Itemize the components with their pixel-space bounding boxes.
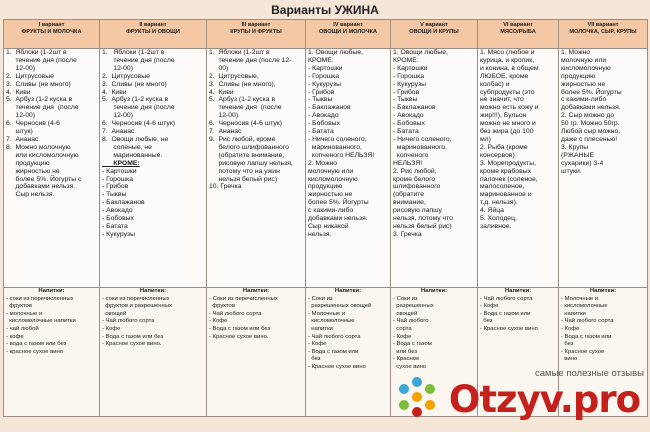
drink-line: - Красное сухое вино [308, 363, 366, 370]
drinks-heading: Напитки: [242, 288, 270, 294]
variant-number: III вариант [241, 22, 271, 28]
food-line: жирностью не [6, 167, 60, 175]
drink-line: напитки [308, 325, 333, 332]
variant-foods-7 [559, 49, 648, 288]
food-line: ЛЮБОЕ, кроме [480, 72, 529, 80]
drink-line: - Чай любого сорта [561, 318, 614, 325]
drink-line: или без [393, 348, 418, 355]
food-line: 6. Черносив (4-6 штук) [209, 120, 283, 128]
food-line: - Грибов [308, 88, 335, 96]
food-line: 7. Ананас [6, 135, 39, 143]
food-line: 9. Рис любой, кроме [209, 135, 276, 143]
food-line: жирностью не [308, 191, 353, 199]
food-line: Сыр никакой [308, 222, 349, 230]
food-line: белого шлифованного [209, 143, 289, 151]
food-line: - Бобовых [393, 120, 425, 128]
food-line: - Ничего соленого, [308, 135, 367, 143]
food-line: с какими-либо [561, 96, 607, 104]
food-line: (обратите [393, 191, 425, 199]
watermark [364, 368, 644, 430]
variant-number: V вариант [420, 22, 448, 28]
food-line: 4. Киви [209, 88, 234, 96]
food-line: 1. Мясо (любое и [480, 49, 535, 56]
drink-line: - Вода с газом или [308, 348, 359, 355]
drink-line: - Чай любого [393, 318, 429, 325]
column-header-5 [391, 20, 478, 49]
food-line: 12-00) [209, 112, 239, 120]
variant-title: ОВОЩИ И КРУПЫ [409, 28, 459, 35]
food-line: КРОМЕ: [102, 159, 140, 167]
food-line: без жира (до 100 [480, 128, 534, 136]
food-line: нельзя белый рис) [209, 175, 278, 183]
column-header-1 [4, 20, 100, 49]
column-header-2 [100, 20, 207, 49]
variant-foods-4 [306, 49, 391, 288]
drink-line: - молочные и [6, 310, 43, 317]
food-line: даже с плесенью! [561, 135, 618, 143]
drink-line: фруктов и разрешенных [102, 303, 172, 310]
food-line: - Тыквы [102, 191, 127, 199]
food-line: жирностью не [561, 80, 606, 88]
drink-line: - красное сухое вино [6, 348, 64, 355]
food-line: нельзя, потому что [393, 215, 453, 223]
drink-line: кисломолочные напитки [6, 318, 76, 325]
drinks-heading: Напитки: [38, 288, 65, 294]
food-line: соленые, не [102, 143, 152, 151]
drink-line: - Соки из [393, 295, 418, 302]
food-line: 2. Цитрусовые [102, 72, 150, 80]
drink-line: - Красное сухое вино. [209, 333, 269, 340]
food-line: нельзя белый рис) [393, 222, 452, 230]
drinks-heading: Напитки: [589, 288, 617, 294]
food-line: копченого НЕЛЬЗЯ! [308, 151, 375, 159]
food-line: 7. Ананас [209, 128, 242, 136]
drink-line: - соки из перечисленных [6, 295, 74, 302]
food-line: 12-00) [102, 112, 133, 120]
food-line: - Авокадо [393, 112, 424, 120]
drink-line: - Молочные и [561, 295, 599, 302]
food-line: 3. Гречка [393, 230, 422, 238]
food-line: 00) [209, 64, 229, 72]
food-line: рисовую лапшу нельзя, [209, 159, 293, 167]
variant-title: ФРУКТЫ И ОВОЩИ [126, 28, 180, 35]
food-line: и конина, в общем [480, 64, 539, 72]
food-line: 3. Сливы (не много) [6, 80, 71, 88]
food-line: т.д. нельзя). [480, 199, 518, 207]
food-line: 50 гр. Можно 50гр. [561, 120, 620, 128]
food-line: (обратите внимание, [209, 151, 285, 159]
food-line: - Баклажанов [308, 104, 351, 112]
food-line: 1. Можно [561, 49, 591, 56]
variant-foods-5 [391, 49, 478, 288]
food-line: нельзя. [308, 230, 332, 238]
drink-line: - Молочные и [308, 310, 346, 317]
drink-line: фруктов [209, 303, 235, 310]
food-line: - Бобовых [308, 120, 340, 128]
variant-number: II вариант [139, 22, 167, 28]
food-line: более 5%. Йогурты [561, 88, 622, 96]
food-line: - Картошки [102, 167, 137, 175]
variant-title: ФРУКТЫ И МОЛОЧКА [21, 28, 82, 35]
food-line: 5. Холодец, [480, 215, 517, 223]
variant-foods-1 [4, 49, 100, 288]
variant-title: ОВОЩИ И МОЛОЧКА [319, 28, 377, 35]
drink-line: - Кофе [308, 341, 327, 348]
dinner-variants-table [3, 19, 648, 417]
food-line: 2. Рыба (кроме [480, 143, 528, 151]
drinks-heading: Напитки: [334, 288, 362, 294]
column-header-7 [559, 20, 648, 49]
food-line: 2. Цитрусовые, [209, 72, 259, 80]
food-line: 1. Яблоки (1-2шт в [6, 49, 67, 56]
food-line: - Авокадо [308, 112, 339, 120]
food-line: течение дня (после [6, 104, 79, 112]
food-line: шлифованного [393, 183, 441, 191]
drink-line: овощей [393, 310, 418, 317]
food-line: - Батата [102, 222, 128, 230]
food-line: не значит, что [480, 96, 524, 104]
food-line: 7. Ананас [102, 128, 135, 136]
food-line: - Картошки [308, 64, 343, 72]
variant-title: КРУПЫ И ФРУКТЫ [230, 28, 282, 35]
food-line: 12-00) [6, 112, 36, 120]
food-line: - Горошка [393, 72, 425, 80]
food-line: 2. Можно [308, 159, 338, 167]
food-line: 1. Яблоки (1-2шт в [102, 49, 165, 56]
drink-line: напитки [561, 310, 586, 317]
food-line: - Баклажанов [393, 104, 436, 112]
food-line: штуки. [561, 167, 582, 175]
food-line: 12-00) [102, 64, 133, 72]
drink-line: - Чай любого сорта [102, 318, 155, 325]
food-line: добавками нельзя. [561, 104, 621, 112]
drink-line: - Чай любого сорта [209, 310, 262, 317]
food-line: курица, и кролик, [480, 56, 535, 64]
food-line: 6. Черносив (4-6 [6, 120, 60, 128]
food-line: продукцию [6, 159, 50, 167]
variant-number: I вариант [38, 22, 65, 28]
food-line: - Картошки [393, 64, 428, 72]
food-line: КРОМЕ: [308, 56, 334, 64]
drink-line: - Кофе [102, 325, 121, 332]
food-line: 4. Киви [6, 88, 31, 96]
food-line: добавками нельзя. [308, 215, 368, 223]
drink-line: - вода с газом или без [6, 341, 67, 348]
drink-line: - Красное сухое вино. [102, 341, 162, 348]
food-line: 3. Крупы [561, 143, 589, 151]
drink-line: вино [561, 356, 578, 363]
food-line: рисовую лапшу [393, 207, 442, 215]
food-line: - Тыквы [393, 96, 418, 104]
food-line: 2. Рис любой, [393, 167, 437, 175]
column-header-6 [478, 20, 559, 49]
food-line: 4. Киви [102, 88, 127, 96]
food-line: заливное. [480, 222, 512, 230]
drink-line: - Чай любого сорта [480, 295, 533, 302]
food-line: - Авокадо [102, 207, 133, 215]
drink-line: - Чай любого сорта [308, 333, 361, 340]
variant-number: VII вариант [587, 22, 619, 28]
food-line: - Ничего соленого, [393, 135, 452, 143]
drink-line: без [480, 318, 493, 325]
drink-line: - Красное сухое [561, 348, 605, 355]
variant-foods-3 [207, 49, 306, 288]
variant-foods-6 [478, 49, 559, 288]
food-line: 1. Овощи любые, [308, 49, 363, 56]
food-line: колбас) и [480, 80, 510, 88]
drink-line: разрешенных [393, 303, 434, 310]
food-line: течение дня (после [209, 104, 282, 112]
variant-drinks-2 [100, 288, 207, 417]
food-line: 2. Цитрусовые [6, 72, 54, 80]
drink-line: - кофе [6, 333, 24, 340]
food-line: 5. Арбуз (1-2 куска в [209, 96, 276, 104]
food-line: штук) [6, 128, 33, 136]
food-line: мл) [480, 135, 491, 143]
drink-line: - Кофе [480, 303, 499, 310]
food-line: маринованные. [102, 151, 163, 159]
drinks-heading: Напитки: [420, 288, 448, 294]
food-line: 8. Овощи любые, не [102, 135, 169, 143]
food-line: 8. Можно молочную [6, 143, 71, 151]
food-line: - Кукурузы [102, 230, 135, 238]
food-line: (РЖАНЫЕ [561, 151, 594, 159]
food-line: - Горошка [102, 175, 134, 183]
watermark-tagline: самые полезные отзывы [535, 368, 644, 379]
food-line: продукцию [308, 183, 343, 191]
drink-line: без [561, 341, 574, 348]
food-line: - Грибов [102, 183, 129, 191]
drink-line: - Кофе [393, 333, 412, 340]
flower-logo-icon [394, 374, 440, 420]
drink-line: - соки из перечисленных [102, 295, 170, 302]
variant-drinks-1 [4, 288, 100, 417]
food-line: можно есть кожу и [480, 104, 539, 112]
drink-line: - чай любой [6, 325, 39, 332]
column-header-3 [207, 20, 306, 49]
food-line: течение дня (после [102, 56, 175, 64]
drink-line: - Вода с газом или без [209, 325, 271, 332]
food-line: сухарики) 3-4 [561, 159, 604, 167]
food-line: 3. Сливы (не много) [102, 80, 167, 88]
food-line: НЕЛЬЗЯ! [393, 159, 423, 167]
food-line: внимание, [393, 199, 426, 207]
column-header-4 [306, 20, 391, 49]
food-line: малосоленое, [480, 183, 525, 191]
drink-line: - Вода с газом [393, 341, 432, 348]
drink-line: сухое вино [393, 363, 427, 370]
food-line: 6. Черносив (4-6 штук) [102, 120, 176, 128]
food-line: течение дня (после 12- [209, 56, 292, 64]
variant-foods-2 [100, 49, 207, 288]
drink-line: - Кофе [561, 325, 580, 332]
variant-title: МОЛОЧКА, СЫР, КРУПЫ [569, 28, 637, 35]
variant-drinks-3 [207, 288, 306, 417]
food-line: 1. Овощи любые, [393, 49, 448, 56]
drink-line: - Вода с газом или без [102, 333, 164, 340]
food-line: кисломолочную [561, 64, 611, 72]
food-line: - Горошка [308, 72, 340, 80]
food-line: маринованного, [308, 143, 362, 151]
food-line: - Кукурузы [308, 80, 341, 88]
food-line: - Кукурузы [393, 80, 426, 88]
food-line: более 5%. Йогурты с [6, 175, 82, 183]
food-line: палочек (соленое, [480, 175, 538, 183]
drink-line: разрешенных овощей [308, 303, 372, 310]
food-line: субпродукты (это [480, 88, 535, 96]
food-line: 12-00) [6, 64, 36, 72]
variant-number: IV вариант [333, 22, 363, 28]
food-line: 2. Сыр можно до [561, 112, 615, 120]
food-line: Сыр нельзя. [6, 191, 55, 199]
food-line: 10. Гречка [209, 183, 242, 191]
watermark-logo: Otzyv.pro [448, 378, 640, 421]
food-line: можно не много и [480, 120, 536, 128]
drink-line: овощей [102, 310, 127, 317]
drink-line: фруктов [6, 303, 32, 310]
food-line: - Батата [308, 128, 334, 136]
food-line: 3. Морепродукты, [480, 159, 537, 167]
food-line: - Тыквы [308, 96, 333, 104]
food-line: копченого [393, 151, 429, 159]
food-line: маринованное и [480, 191, 532, 199]
food-line: или кисломолочную [6, 151, 79, 159]
food-line: 4. Яйца [480, 207, 504, 215]
food-line: жир!!!), Бульон [480, 112, 527, 120]
food-line: Любой сыр можно, [561, 128, 621, 136]
food-line: маринованного, [393, 143, 447, 151]
food-line: кроме крабовых [480, 167, 531, 175]
food-line: молочную или [561, 56, 607, 64]
food-line: потому что на ужин [209, 167, 280, 175]
variant-title: МЯСО/РЫБА [500, 28, 536, 35]
food-line: 1. Яблоки (1-2шт в [209, 49, 270, 56]
food-line: с какими-либо [308, 207, 354, 215]
food-line: 3. Сливы (не много), [209, 80, 276, 88]
food-line: кисломолочную [308, 175, 358, 183]
food-line: течение дня (после [102, 104, 175, 112]
drink-line: - Вода с газом или [480, 310, 531, 317]
drink-line: - Соки из перечисленных [209, 295, 278, 302]
food-line: консервов) [480, 151, 515, 159]
drinks-heading: Напитки: [139, 288, 167, 294]
food-line: КРОМЕ: [393, 56, 419, 64]
food-line: более 5%. Йогурты [308, 199, 369, 207]
drink-line: - Кофе [209, 318, 228, 325]
drink-line: - Красное [393, 356, 420, 363]
food-line: - Баклажанов [102, 199, 145, 207]
page-title: Варианты УЖИНА [271, 3, 379, 17]
drink-line: кисломолочные [561, 303, 608, 310]
variant-number: VI вариант [503, 22, 533, 28]
drink-line: без [308, 356, 321, 363]
drink-line: - Красное сухое вино [480, 325, 538, 332]
drink-line: кисломолочные [308, 318, 355, 325]
drink-line: - Вода с газом или [561, 333, 612, 340]
food-line: течение дня (после [6, 56, 77, 64]
food-line: - Батата [393, 128, 419, 136]
food-line: кроме белого [393, 175, 436, 183]
food-line: - Бобовых [102, 215, 134, 223]
food-line: - Грибов [393, 88, 420, 96]
food-line: продукцию [561, 72, 596, 80]
food-line: 5. Арбуз (1-2 куска в [102, 96, 169, 104]
food-line: 5. Арбуз (1-2 куска в [6, 96, 73, 104]
drinks-heading: Напитки: [504, 288, 532, 294]
drink-line: сорта [393, 325, 412, 332]
food-line: молочную или [308, 167, 354, 175]
drink-line: - Соки из [308, 295, 333, 302]
food-line: добавками нельзя. [6, 183, 76, 191]
